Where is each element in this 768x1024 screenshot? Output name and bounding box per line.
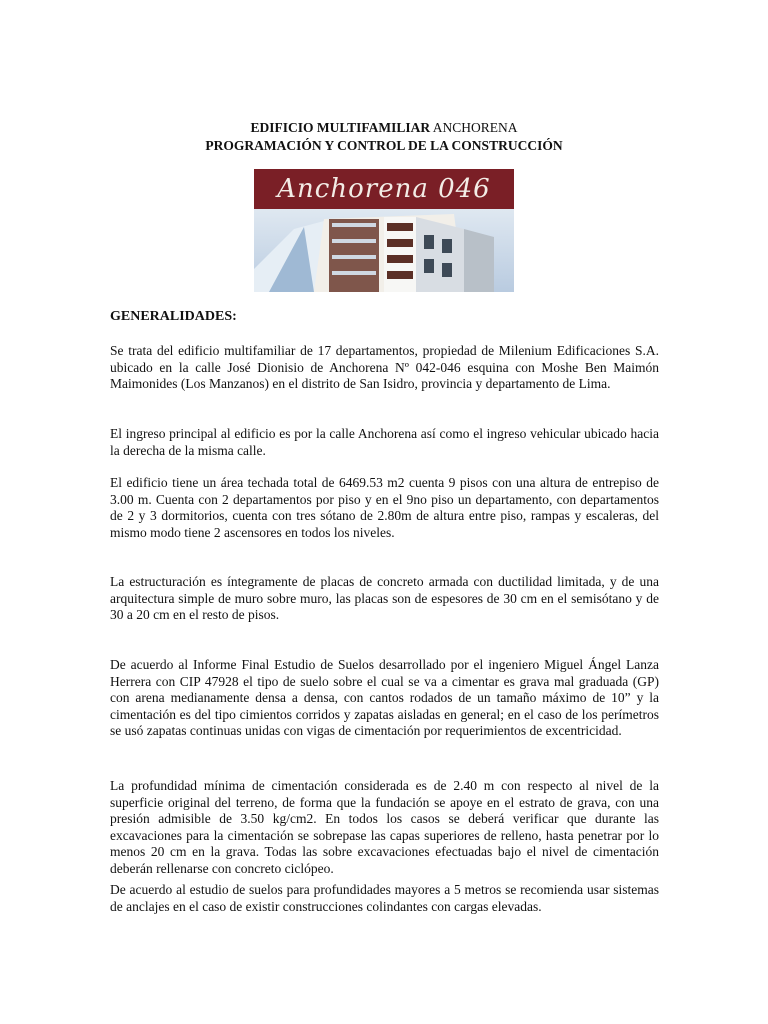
paragraph-1: Se trata del edificio multifamiliar de 17 departamentos, propiedad de Milenium Edificaciones S.A. ubicado en la calle José Dionisio de Anchorena Nº 042-046 esquina con Moshe Ben Maimón Maimonides (Los Manzanos) en el distrito de San Isidro, provincia y departamento de Lima. [110, 343, 659, 392]
paragraph-6: La profundidad mínima de cimentación considerada es de 2.40 m con respecto al nivel de la superficie original del terreno, de forma que la fundación se apoye en el estrato de grava, con una presión admisible de 3.50 kg/cm2. En todos los casos se deberá verificar que durante las excavaciones para la cimentación se sobrepase las capas superiores de relleno, hasta penetrar por lo menos 20 cm en la grava. Todas las sobre excavaciones efectuadas bajo el nivel de cimentación deberán rellenarse con concreto ciclópeo. [110, 778, 659, 876]
document-title [0, 119, 768, 155]
paragraph-3: El edificio tiene un área techada total de 6469.53 m2 cuenta 9 pisos con una altura de entrepiso de 3.00 m. Cuenta con 2 departamentos por piso y en el 9no piso un departamento, con departamentos de 2 y 3 dormitorios, cuenta con tres sótano de 2.80m de altura entre piso, rampas y escaleras, del mismo modo tiene 2 ascensores en todos los niveles. [110, 475, 659, 540]
title-line-1 [0, 119, 768, 137]
paragraph-5: De acuerdo al Informe Final Estudio de Suelos desarrollado por el ingeniero Miguel Ángel Lanza Herrera con CIP 47928 el tipo de suelo sobre el cual se va a cimentar es grava mal graduada (GP) con arena medianamente densa a densa, con cantos rodados de un tamaño máximo de 10” y la cimentación es del tipo cimientos corridos y zapatas aisladas en general; en el caso de los perímetros se usó zapatas continuas unidas con vigas de cimentación por requerimientos de excentricidad. [110, 657, 659, 739]
title-building-type: EDIFICIO MULTIFAMILIAR [250, 120, 431, 135]
logo-banner-text: Anchorena 046 [254, 169, 514, 209]
title-line-2: PROGRAMACIÓN Y CONTROL DE LA CONSTRUCCIÓN [205, 138, 563, 153]
title-building-name: ANCHORENA [430, 120, 518, 135]
section-heading: GENERALIDADES: [110, 309, 237, 324]
paragraph-2: El ingreso principal al edificio es por la calle Anchorena así como el ingreso vehicular ubicado hacia la derecha de la misma calle. [110, 426, 659, 458]
paragraph-7: De acuerdo al estudio de suelos para profundidades mayores a 5 metros se recomienda usar sistemas de anclajes en el caso de existir construcciones colindantes con cargas elevadas. [110, 882, 659, 914]
paragraph-4: La estructuración es íntegramente de placas de concreto armada con ductilidad limitada, y de una arquitectura simple de muro sobre muro, las placas son de espesores de 30 cm en el semisótano y de 30 a 20 cm en el resto de pisos. [110, 574, 659, 623]
building-logo-image [254, 169, 514, 292]
building-illustration [254, 209, 514, 292]
